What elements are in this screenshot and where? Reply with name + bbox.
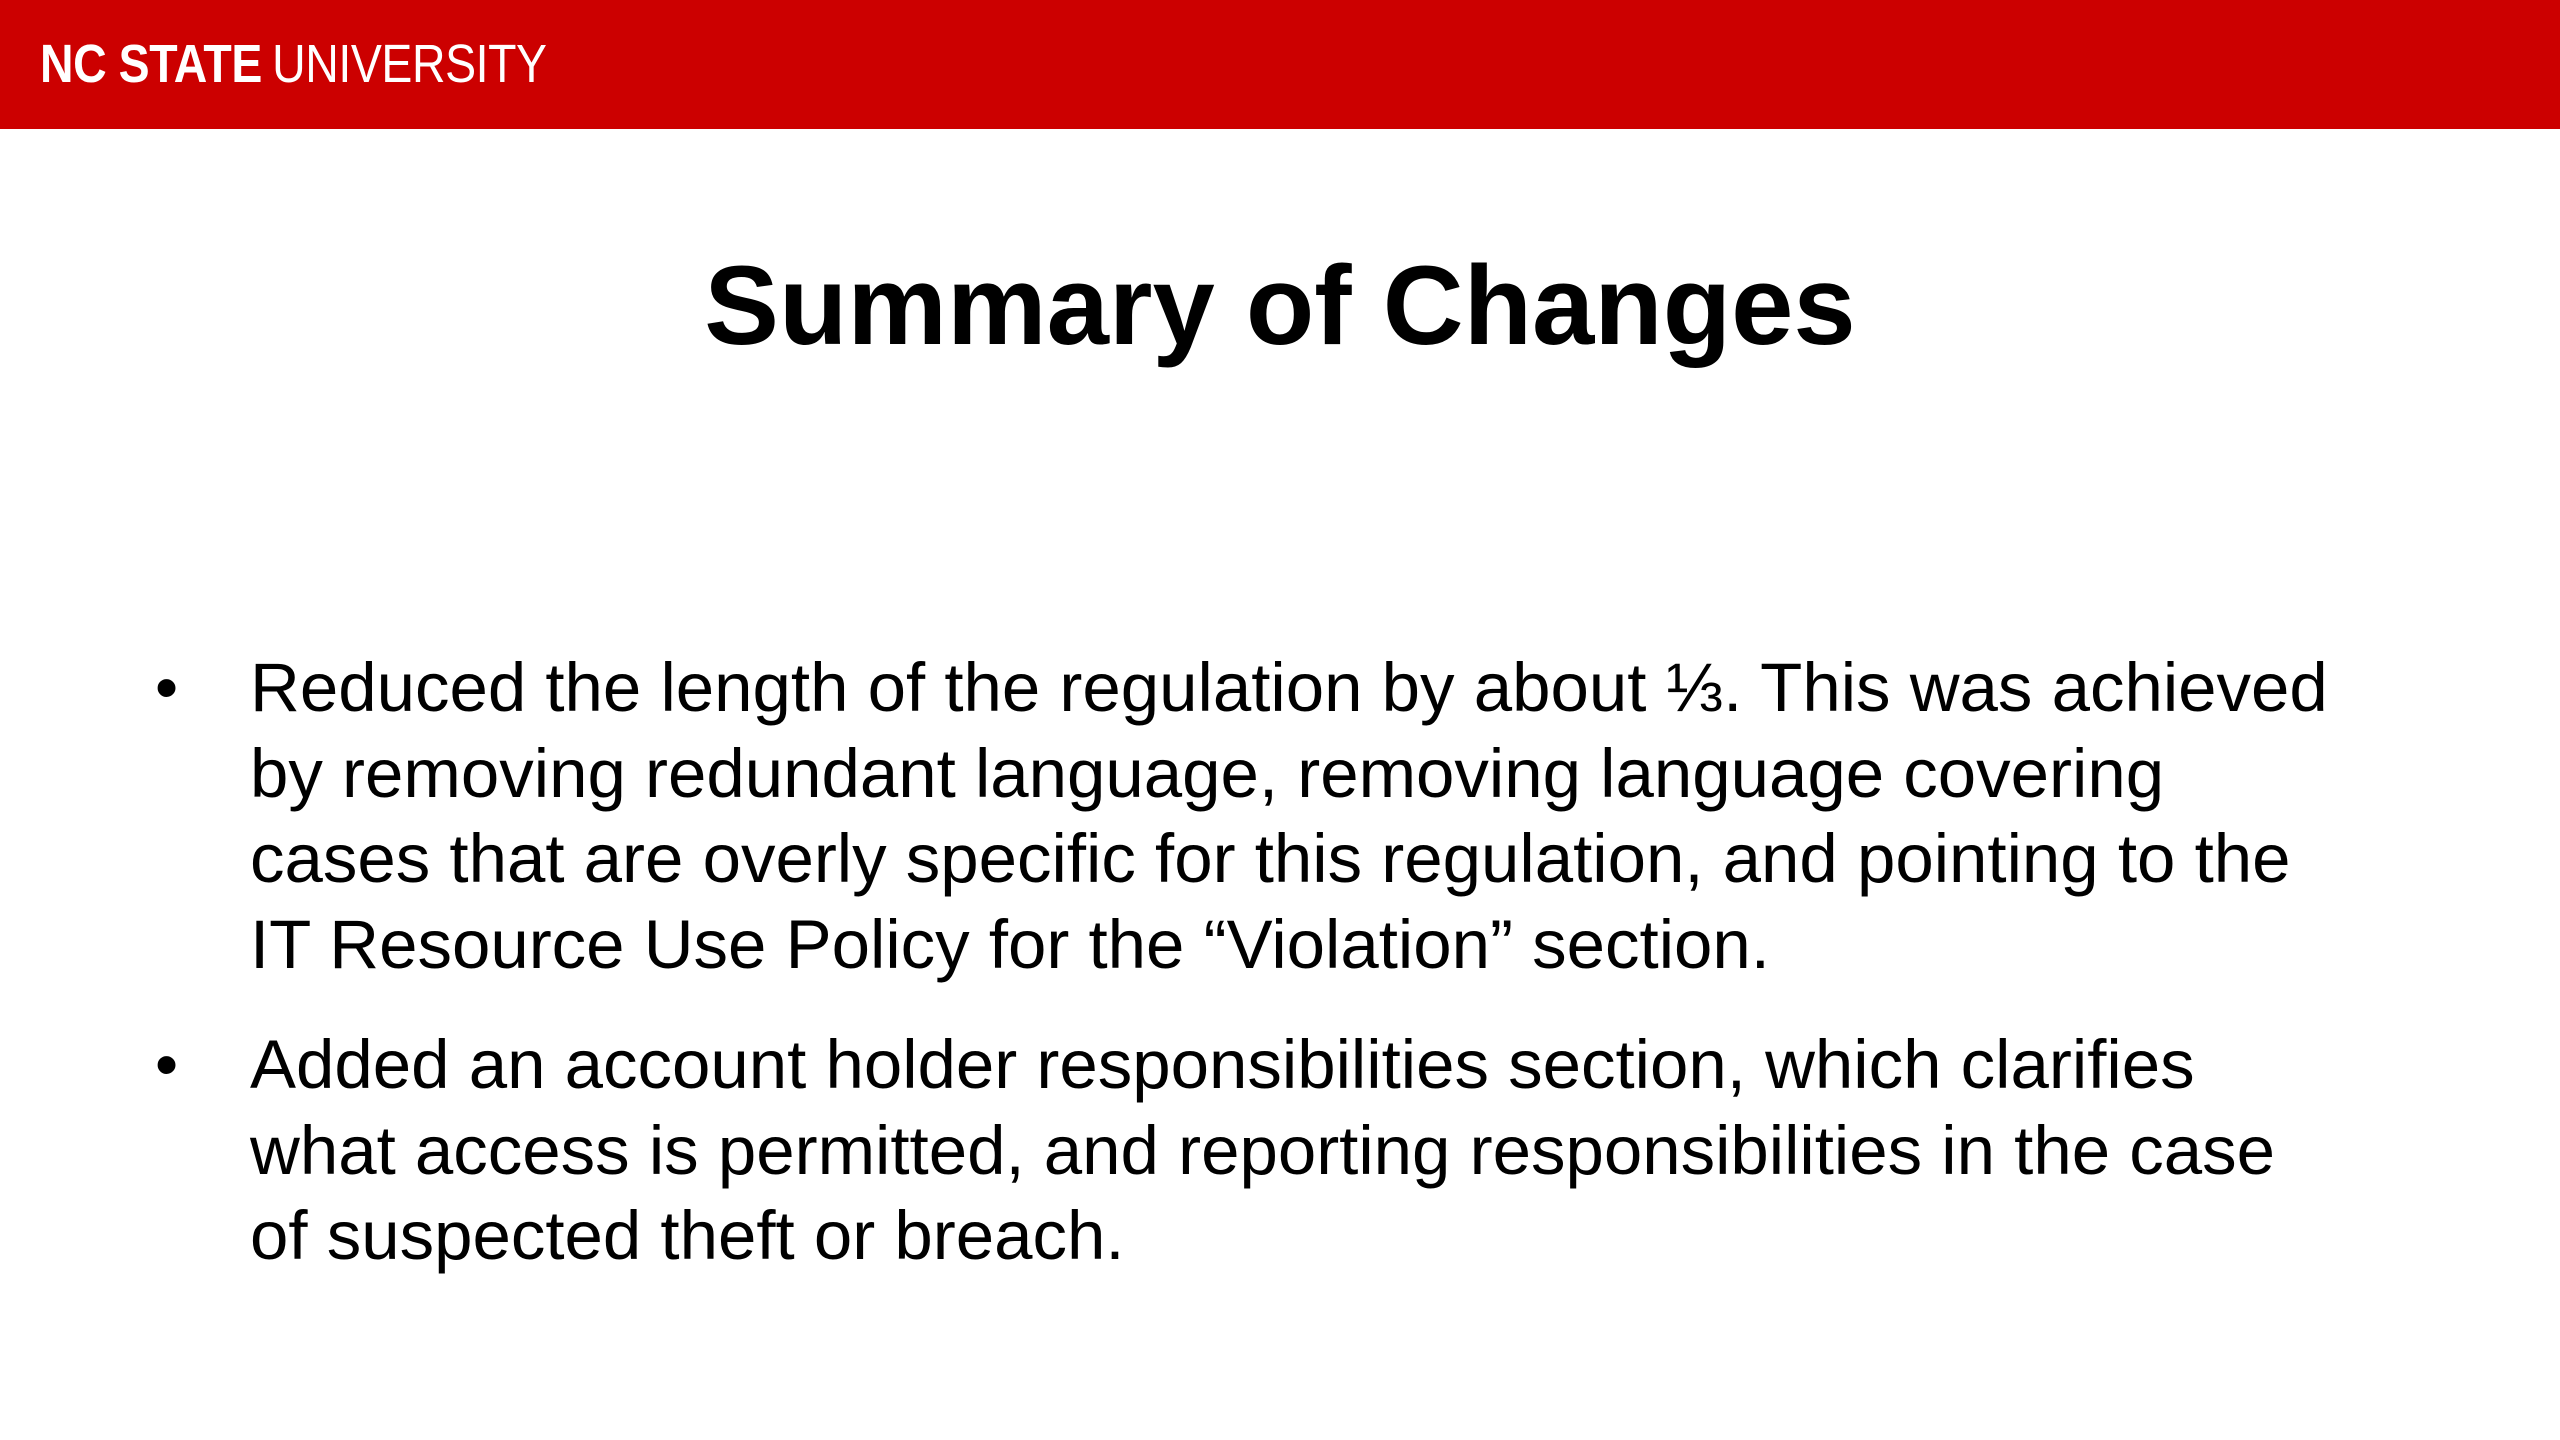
bullet-text-line: what access is permitted, and reporting responsibilities in the case: [250, 1111, 2276, 1189]
nc-state-university-logo: [40, 34, 547, 94]
bullet-text-line: Added an account holder responsibilities section, which clarifies: [250, 1026, 2195, 1103]
bullet-list: [0, 645, 2560, 1314]
bullet-text-line: cases that are overly specific for this regulation, and pointing to the: [250, 820, 2291, 897]
bullet-text-line: by removing redundant language, removing language covering: [250, 734, 2165, 812]
logo-wordmark-bold: NC STATE: [40, 34, 262, 94]
header-bar: [0, 0, 2560, 129]
bullet-text-line: Reduced the length of the regulation by about ⅓. This was achieved: [250, 649, 2328, 726]
bullet-icon: •: [155, 1027, 179, 1101]
bullet-icon: •: [155, 650, 179, 724]
bullet-text-line: of suspected theft or breach.: [250, 1197, 1125, 1274]
bullet-item-account-holder: [0, 1022, 2400, 1279]
bullet-text-line: IT Resource Use Policy for the “Violation” section.: [250, 905, 1770, 983]
bullet-item-reduced-length: [0, 645, 2400, 987]
logo-wordmark-regular: UNIVERSITY: [272, 34, 547, 94]
slide-title: Summary of Changes: [704, 243, 1856, 368]
